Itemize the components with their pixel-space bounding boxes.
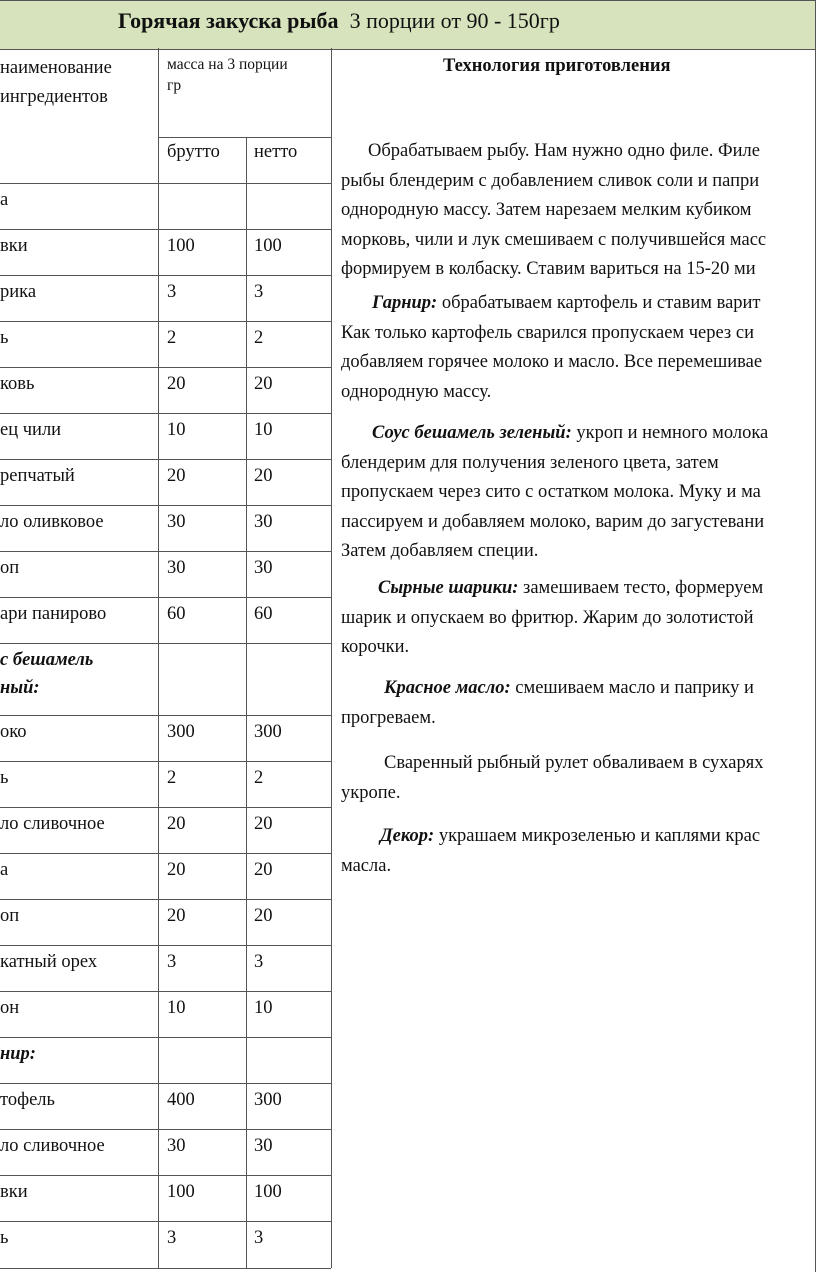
ingredient-name: рика: [0, 282, 37, 302]
technology-line: пропускаем через сито с остатком молока. Муку и ма: [341, 482, 761, 502]
table-rule: [0, 597, 331, 598]
table-rule: [0, 367, 331, 368]
table-rule: [0, 321, 331, 322]
table-rule: [0, 183, 331, 184]
technology-line: корочки.: [341, 637, 410, 657]
brutto-value: 30: [167, 558, 186, 578]
table-rule: [0, 899, 331, 900]
table-rule: [0, 1083, 331, 1084]
ingredient-name: катный орех: [0, 952, 98, 972]
ingredient-name: оп: [0, 558, 20, 578]
table-rule: [0, 1129, 331, 1130]
table-rule: [0, 1037, 331, 1038]
column-header-netto: нетто: [254, 142, 298, 162]
technology-line: Обрабатываем рыбу. Нам нужно одно филе. Филе: [368, 141, 760, 161]
netto-value: 3: [254, 282, 264, 302]
technology-line: шарик и опускаем во фритюр. Жарим до золотистой: [341, 607, 754, 628]
table-rule: [331, 48, 332, 1268]
netto-value: 10: [254, 998, 273, 1018]
technology-line: укропе.: [341, 782, 401, 803]
technology-line: Красное масло: смешиваем масло и паприку и: [384, 678, 754, 698]
table-rule: [0, 551, 331, 552]
technology-line: масла.: [341, 855, 392, 876]
brutto-value: 3: [167, 282, 177, 302]
table-rule: [0, 1268, 331, 1269]
technology-line: Сырные шарики: замешиваем тесто, формеруем: [378, 578, 764, 598]
table-rule: [158, 137, 331, 138]
netto-value: 30: [254, 1136, 273, 1156]
technology-line: Сваренный рыбный рулет обваливаем в сухарях: [384, 753, 764, 773]
table-rule: [0, 853, 331, 854]
technology-line: Декор: украшаем микрозеленью и каплями крас: [380, 826, 761, 846]
netto-value: 300: [254, 1090, 282, 1110]
brutto-value: 20: [167, 374, 186, 394]
brutto-value: 30: [167, 1136, 186, 1156]
ingredient-name: ло сливочное: [0, 1136, 105, 1156]
table-rule: [158, 48, 159, 1268]
ingredient-name: репчатый: [0, 466, 75, 486]
ingredient-name: он: [0, 998, 20, 1018]
technology-line: пассируем и добавляем молоко, варим до загустевани: [341, 511, 765, 532]
technology-line: прогреваем.: [341, 707, 436, 728]
ingredient-name: тофель: [0, 1090, 55, 1110]
brutto-value: 100: [167, 236, 195, 256]
netto-value: 2: [254, 328, 264, 348]
technology-line: морковь, чили и лук смешиваем с получившейся масс: [341, 229, 767, 250]
table-rule: [0, 945, 331, 946]
brutto-value: 10: [167, 420, 186, 440]
technology-line: Как только картофель сварился пропускаем через си: [341, 322, 754, 343]
table-rule: [0, 229, 331, 230]
netto-value: 60: [254, 604, 273, 624]
ingredient-name: ь: [0, 768, 9, 788]
netto-value: 20: [254, 906, 273, 926]
table-rule: [0, 991, 331, 992]
column-header-brutto: брутто: [167, 142, 220, 162]
technology-line: добавляем горячее молоко и масло. Все перемешивае: [341, 352, 763, 372]
brutto-value: 30: [167, 512, 186, 532]
technology-line: однородную массу. Затем нарезаем мелким кубиком: [341, 200, 752, 220]
ingredient-name: с бешамель ный:: [0, 650, 94, 698]
technology-line: рыбы блендерим с добавлением сливок соли и папри: [341, 170, 760, 191]
ingredient-name: око: [0, 722, 27, 742]
netto-value: 300: [254, 722, 282, 742]
technology-line: однородную массу.: [341, 381, 492, 402]
ingredient-name: ец чили: [0, 420, 62, 440]
netto-value: 100: [254, 1182, 282, 1202]
netto-value: 3: [254, 1228, 264, 1248]
technology-line: Гарнир: обрабатываем картофель и ставим варит: [372, 293, 761, 313]
technology-line: Затем добавляем специи.: [341, 541, 539, 561]
ingredient-name: ковь: [0, 374, 35, 394]
brutto-value: 20: [167, 860, 186, 880]
technology-line: формируем в колбаску. Ставим вариться на 15-20 ми: [341, 259, 756, 279]
table-rule: [0, 275, 331, 276]
column-header-mass: масса на 3 порции гр: [167, 56, 288, 94]
netto-value: 20: [254, 814, 273, 834]
ingredient-name: оп: [0, 906, 20, 926]
ingredient-name: ло сливочное: [0, 814, 105, 834]
brutto-value: 60: [167, 604, 186, 624]
column-header-technology: Технология приготовления: [443, 56, 671, 76]
table-rule: [0, 715, 331, 716]
ingredient-name: нир:: [0, 1044, 36, 1064]
table-rule: [0, 459, 331, 460]
table-rule: [0, 807, 331, 808]
table-rule: [246, 137, 247, 1268]
brutto-value: 300: [167, 722, 195, 742]
table-rule: [0, 761, 331, 762]
table-rule: [0, 1221, 331, 1222]
table-rule: [0, 413, 331, 414]
ingredient-name: а: [0, 860, 9, 880]
netto-value: 20: [254, 860, 273, 880]
netto-value: 20: [254, 466, 273, 486]
netto-value: 10: [254, 420, 273, 440]
netto-value: 2: [254, 768, 264, 788]
table-rule: [0, 505, 331, 506]
ingredient-name: вки: [0, 236, 28, 256]
ingredient-name: ь: [0, 1228, 9, 1248]
netto-value: 3: [254, 952, 264, 972]
ingredient-name: ло оливковое: [0, 512, 104, 532]
brutto-value: 3: [167, 952, 177, 972]
netto-value: 30: [254, 558, 273, 578]
brutto-value: 20: [167, 814, 186, 834]
brutto-value: 10: [167, 998, 186, 1018]
brutto-value: 3: [167, 1228, 177, 1248]
brutto-value: 400: [167, 1090, 195, 1110]
table-rule: [0, 643, 331, 644]
ingredient-name: ь: [0, 328, 9, 348]
brutto-value: 20: [167, 906, 186, 926]
page-title: Горячая закуска рыба 3 порции от 90 - 150гр: [118, 8, 560, 33]
netto-value: 20: [254, 374, 273, 394]
technology-line: Соус бешамель зеленый: укроп и немного молока: [372, 423, 769, 443]
title-bar: [0, 0, 816, 50]
table-rule: [0, 1175, 331, 1176]
ingredient-name: ари панирово: [0, 604, 107, 624]
brutto-value: 100: [167, 1182, 195, 1202]
brutto-value: 2: [167, 768, 177, 788]
brutto-value: 2: [167, 328, 177, 348]
netto-value: 30: [254, 512, 273, 532]
column-header-name: наименование ингредиентов: [0, 58, 112, 107]
netto-value: 100: [254, 236, 282, 256]
technology-line: блендерим для получения зеленого цвета, затем: [341, 452, 719, 473]
ingredient-name: вки: [0, 1182, 28, 1202]
brutto-value: 20: [167, 466, 186, 486]
ingredient-name: а: [0, 190, 9, 210]
